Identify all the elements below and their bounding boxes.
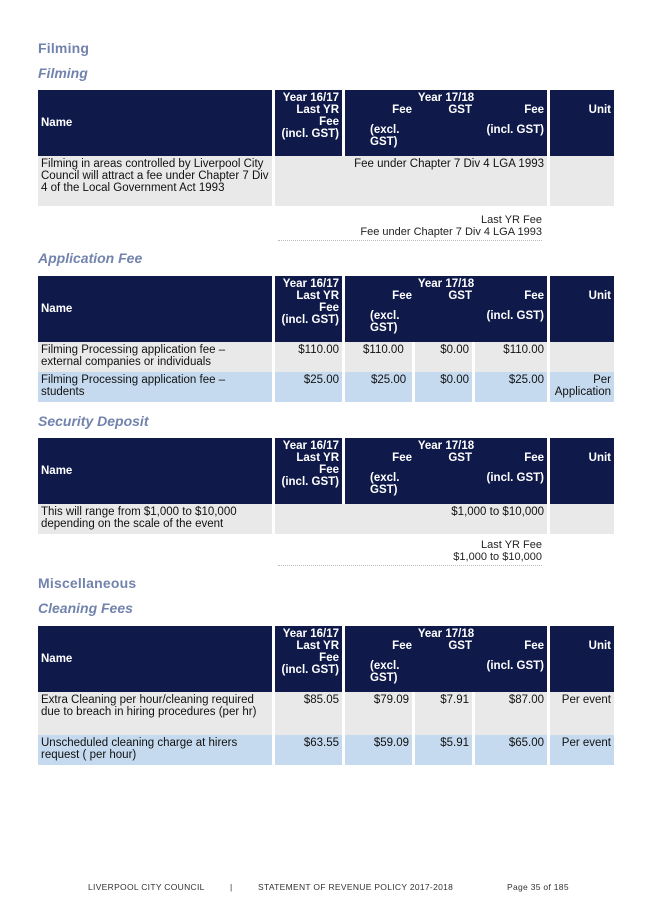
table-row	[38, 342, 614, 372]
subsection-heading-cleaning-fees: Cleaning Fees	[38, 600, 133, 616]
section-heading-miscellaneous: Miscellaneous	[38, 575, 137, 591]
header-name: Name	[38, 276, 275, 342]
header-excl-gst: (excl. GST)	[370, 124, 400, 148]
header-last-yr-fee: Last YR Fee	[296, 104, 339, 128]
header-incl-gst: (incl. GST)	[486, 124, 545, 136]
subsection-heading-security-deposit: Security Deposit	[38, 413, 149, 429]
header-fee-incl: Fee	[524, 104, 545, 116]
row-unit: Per event	[550, 735, 614, 765]
row-fee-incl: $87.00	[475, 692, 550, 735]
header-current-year	[345, 90, 550, 156]
row-name: Filming in areas controlled by Liverpool City Council will attract a fee under Chapter 7 Div 4 of the Local Government Act 1993	[38, 156, 275, 206]
table-row	[38, 156, 614, 206]
header-unit: Unit	[550, 626, 614, 692]
security-deposit-table	[38, 438, 614, 534]
row-fee-excl: $59.09	[345, 735, 415, 765]
note-value: $1,000 to $10,000	[453, 551, 542, 563]
last-yr-note-filming	[278, 214, 542, 241]
row-name: Extra Cleaning per hour/cleaning required due to breach in hiring procedures (per hr)	[38, 692, 275, 735]
header-name: Name	[38, 90, 275, 156]
row-unit	[550, 156, 614, 206]
header-current-year: Year 17/18 Fee GST Fee (excl. GST) (incl. GST)	[345, 626, 550, 692]
section-heading-filming: Filming	[38, 40, 90, 56]
row-merged-fee: $1,000 to $10,000	[275, 504, 550, 534]
row-fee-excl: $25.00	[345, 372, 415, 402]
row-name: Filming Processing application fee – external companies or individuals	[38, 342, 275, 372]
row-fee-incl: $25.00	[475, 372, 550, 402]
cleaning-fees-table	[38, 626, 614, 765]
row-gst: $0.00	[415, 372, 475, 402]
row-fee-incl: $110.00	[475, 342, 550, 372]
row-unit: Per Application	[550, 372, 614, 402]
row-name: Filming Processing application fee – students	[38, 372, 275, 402]
header-current-year: Year 17/18 Fee GST Fee (excl. GST) (incl. GST)	[345, 276, 550, 342]
row-last-yr: $25.00	[275, 372, 345, 402]
row-fee-excl: $110.00	[345, 342, 415, 372]
row-fee-excl: $79.09	[345, 692, 415, 735]
note-label: Last YR Fee	[481, 539, 542, 551]
note-value: Fee under Chapter 7 Div 4 LGA 1993	[360, 226, 542, 238]
header-last-yr: Year 16/17 Last YR Fee (incl. GST)	[275, 276, 345, 342]
header-unit: Unit	[550, 90, 614, 156]
subsection-heading-application-fee: Application Fee	[38, 250, 143, 266]
footer-doc-title: STATEMENT OF REVENUE POLICY 2017-2018	[258, 882, 454, 892]
row-last-yr: $63.55	[275, 735, 345, 765]
row-unit	[550, 342, 614, 372]
header-gst: GST	[448, 104, 472, 116]
table-row	[38, 372, 614, 402]
header-year-prev: Year 16/17	[282, 92, 339, 104]
header-unit: Unit	[550, 276, 614, 342]
header-last-yr: Year 16/17 Last YR Fee (incl. GST)	[275, 438, 345, 504]
header-name: Name	[38, 626, 275, 692]
row-fee-incl: $65.00	[475, 735, 550, 765]
footer-separator: |	[230, 882, 233, 892]
header-year-curr: Year 17/18	[417, 92, 475, 104]
row-name: Unscheduled cleaning charge at hirers request ( per hour)	[38, 735, 275, 765]
row-gst: $0.00	[415, 342, 475, 372]
header-name: Name	[38, 438, 275, 504]
row-last-yr: $85.05	[275, 692, 345, 735]
application-fee-table	[38, 276, 614, 402]
row-merged-fee: Fee under Chapter 7 Div 4 LGA 1993	[275, 156, 550, 206]
header-last-yr	[275, 90, 345, 156]
last-yr-note-security	[278, 539, 542, 566]
row-gst: $5.91	[415, 735, 475, 765]
table-row	[38, 735, 614, 765]
row-unit	[550, 504, 614, 534]
subsection-heading-filming: Filming	[38, 65, 88, 81]
row-unit: Per event	[550, 692, 614, 735]
header-fee-excl: Fee	[392, 104, 412, 116]
footer-page-number: Page 35 of 185	[507, 882, 569, 892]
row-last-yr: $110.00	[275, 342, 345, 372]
table-row	[38, 504, 614, 534]
row-name: This will range from $1,000 to $10,000 depending on the scale of the event	[38, 504, 275, 534]
footer-org: LIVERPOOL CITY COUNCIL	[88, 882, 205, 892]
header-unit: Unit	[550, 438, 614, 504]
filming-fee-table	[38, 90, 614, 206]
header-incl-gst-prev: (incl. GST)	[281, 128, 339, 140]
row-gst: $7.91	[415, 692, 475, 735]
note-label: Last YR Fee	[481, 214, 542, 226]
table-row	[38, 692, 614, 735]
header-current-year: Year 17/18 Fee GST Fee (excl. GST) (incl. GST)	[345, 438, 550, 504]
header-last-yr: Year 16/17 Last YR Fee (incl. GST)	[275, 626, 345, 692]
